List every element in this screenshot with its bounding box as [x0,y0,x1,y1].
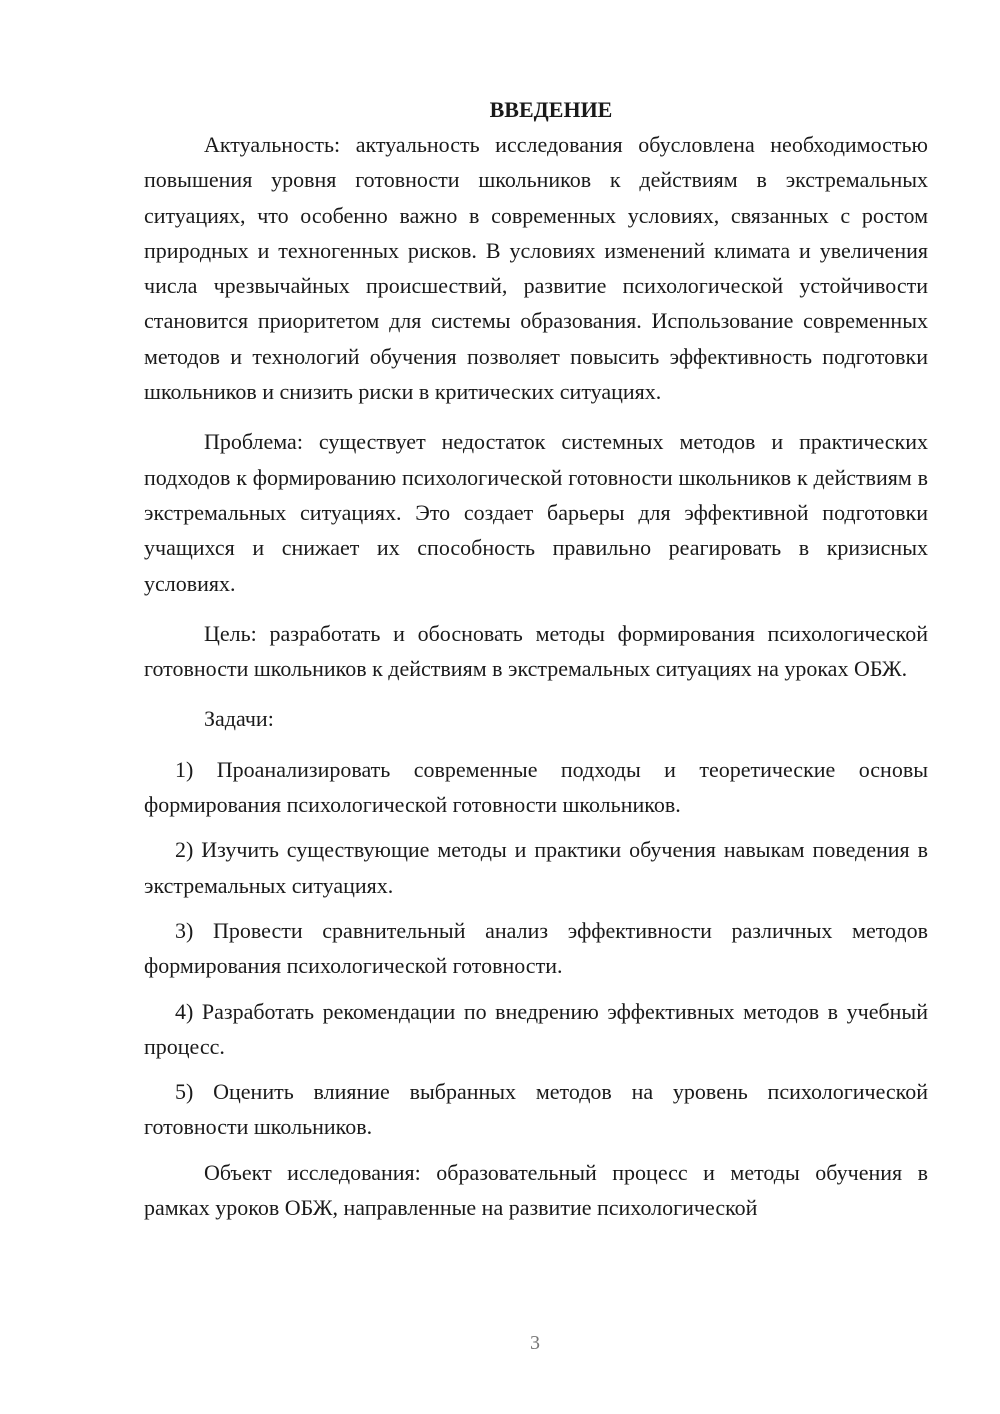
goal-paragraph: Цель: разработать и обосновать методы формирования психологической готовности школьников к действиям в экстремальных ситуациях на уроках ОБЖ. [144,620,928,682]
task-item-1: 1) Проанализировать современные подходы и теоретические основы формирования психологической готовности школьников. [144,756,928,818]
task-item-2: 2) Изучить существующие методы и практики обучения навыкам поведения в экстремальных ситуациях. [144,837,928,898]
task-item-3: 3) Провести сравнительный анализ эффективности различных методов формирования психологической готовности. [144,917,928,979]
task-item-5: 5) Оценить влияние выбранных методов на уровень психологической готовности школьников. [144,1079,928,1140]
relevance-paragraph: Актуальность: актуальность исследования обусловлена необходимостью повышения уровня готовности школьников к действиям в экстремальных ситуациях, что особенно важно в современных условиях, связанных с ростом природных и техногенных рисков. В условиях изменений климата и увеличения числа чрезвычайных происшествий, развитие психологической устойчивости становится приоритетом для системы образования. Использование современных методов и технологий обучения позволяет повысить эффективность подготовки школьников и снизить риски в критических ситуациях. [144,132,928,405]
task-item-4: 4) Разработать рекомендации по внедрению эффективных методов в учебный процесс. [144,998,928,1059]
tasks-heading: Задачи: [204,706,274,732]
page-content [144,92,928,1240]
tasks-list [144,752,928,1145]
page-number: 3 [530,1332,540,1354]
problem-paragraph: Проблема: существует недостаток системных методов и практических подходов к формированию психологической готовности школьников к действиям в экстремальных ситуациях. Это создает барьеры для эффективной подготовки учащихся и снижает их способность правильно реагировать в кризисных условиях. [144,429,928,596]
object-paragraph: Объект исследования: образовательный процесс и методы обучения в рамках уроков ОБЖ, направленные на развитие психологической [144,1159,928,1221]
section-title: ВВЕДЕНИЕ [489,97,613,122]
